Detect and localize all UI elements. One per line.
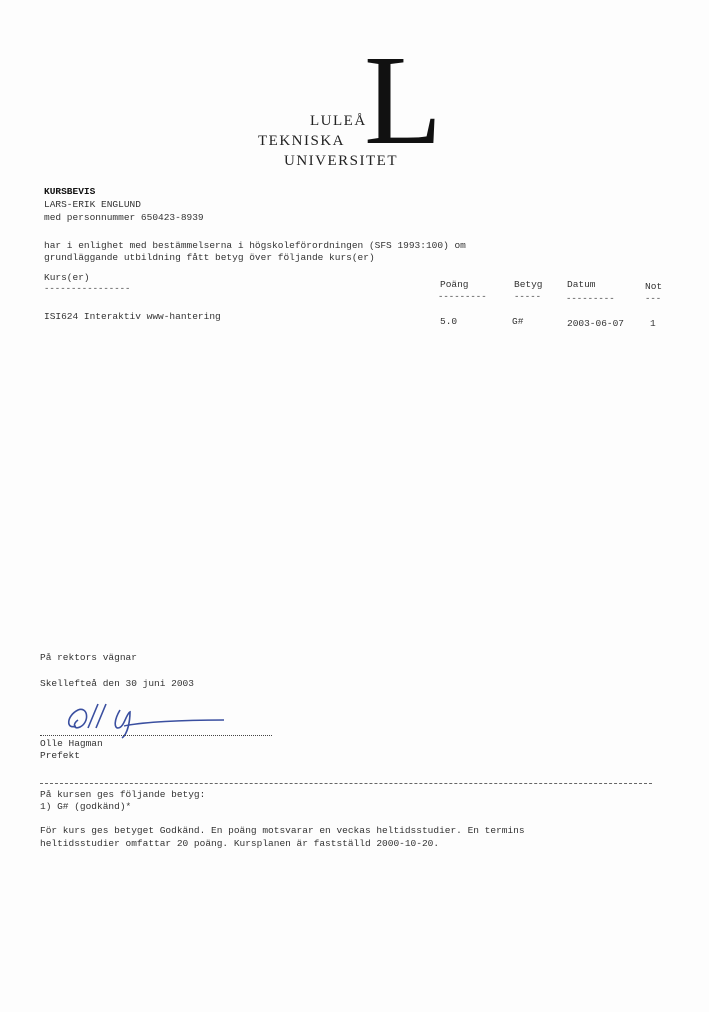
- intro-line-2: grundläggande utbildning fått betyg över följande kurs(er): [44, 252, 375, 263]
- document-title: KURSBEVIS: [44, 186, 96, 197]
- header-date: Datum: [567, 279, 596, 290]
- underline-course: ----------------: [44, 284, 131, 294]
- header-course: Kurs(er): [44, 272, 90, 283]
- separator-line: [40, 783, 652, 784]
- underline-note: ---: [645, 294, 662, 304]
- row-grade: G#: [512, 316, 524, 327]
- row-date: 2003-06-07: [567, 318, 625, 329]
- row-points: 5.0: [440, 316, 458, 327]
- signature-image: [62, 700, 232, 740]
- grade-definition: 1) G# (godkänd)*: [40, 801, 132, 812]
- footnote-line-1: För kurs ges betyget Godkänd. En poäng motsvarar en veckas heltidsstudier. En termins: [40, 825, 525, 836]
- logo-line-3: UNIVERSITET: [284, 153, 398, 169]
- logo-letter: L: [364, 29, 443, 171]
- header-note: Not: [645, 281, 663, 292]
- on-behalf-text: På rektors vägnar: [40, 652, 137, 663]
- person-number: med personnummer 650423-8939: [44, 212, 204, 223]
- header-grade: Betyg: [514, 279, 543, 290]
- grades-intro: På kursen ges följande betyg:: [40, 789, 206, 800]
- underline-date: ---------: [566, 294, 615, 304]
- logo-line-2: TEKNISKA: [258, 133, 345, 149]
- signature-line: [40, 735, 272, 736]
- place-date: Skellefteå den 30 juni 2003: [40, 678, 194, 689]
- signer-title: Prefekt: [40, 750, 80, 761]
- row-course: ISI624 Interaktiv www-hantering: [44, 311, 221, 322]
- logo-line-1: LULEÅ: [310, 113, 367, 129]
- intro-line-1: har i enlighet med bestämmelserna i högskoleförordningen (SFS 1993:100) om: [44, 240, 466, 251]
- underline-points: ---------: [438, 292, 487, 302]
- header-points: Poäng: [440, 279, 469, 290]
- signer-name: Olle Hagman: [40, 738, 103, 749]
- row-note: 1: [650, 318, 656, 329]
- university-logo: [250, 29, 460, 178]
- underline-grade: -----: [514, 292, 542, 302]
- footnote-line-2: heltidsstudier omfattar 20 poäng. Kursplanen är fastställd 2000-10-20.: [40, 838, 440, 849]
- student-name: LARS-ERIK ENGLUND: [44, 199, 141, 210]
